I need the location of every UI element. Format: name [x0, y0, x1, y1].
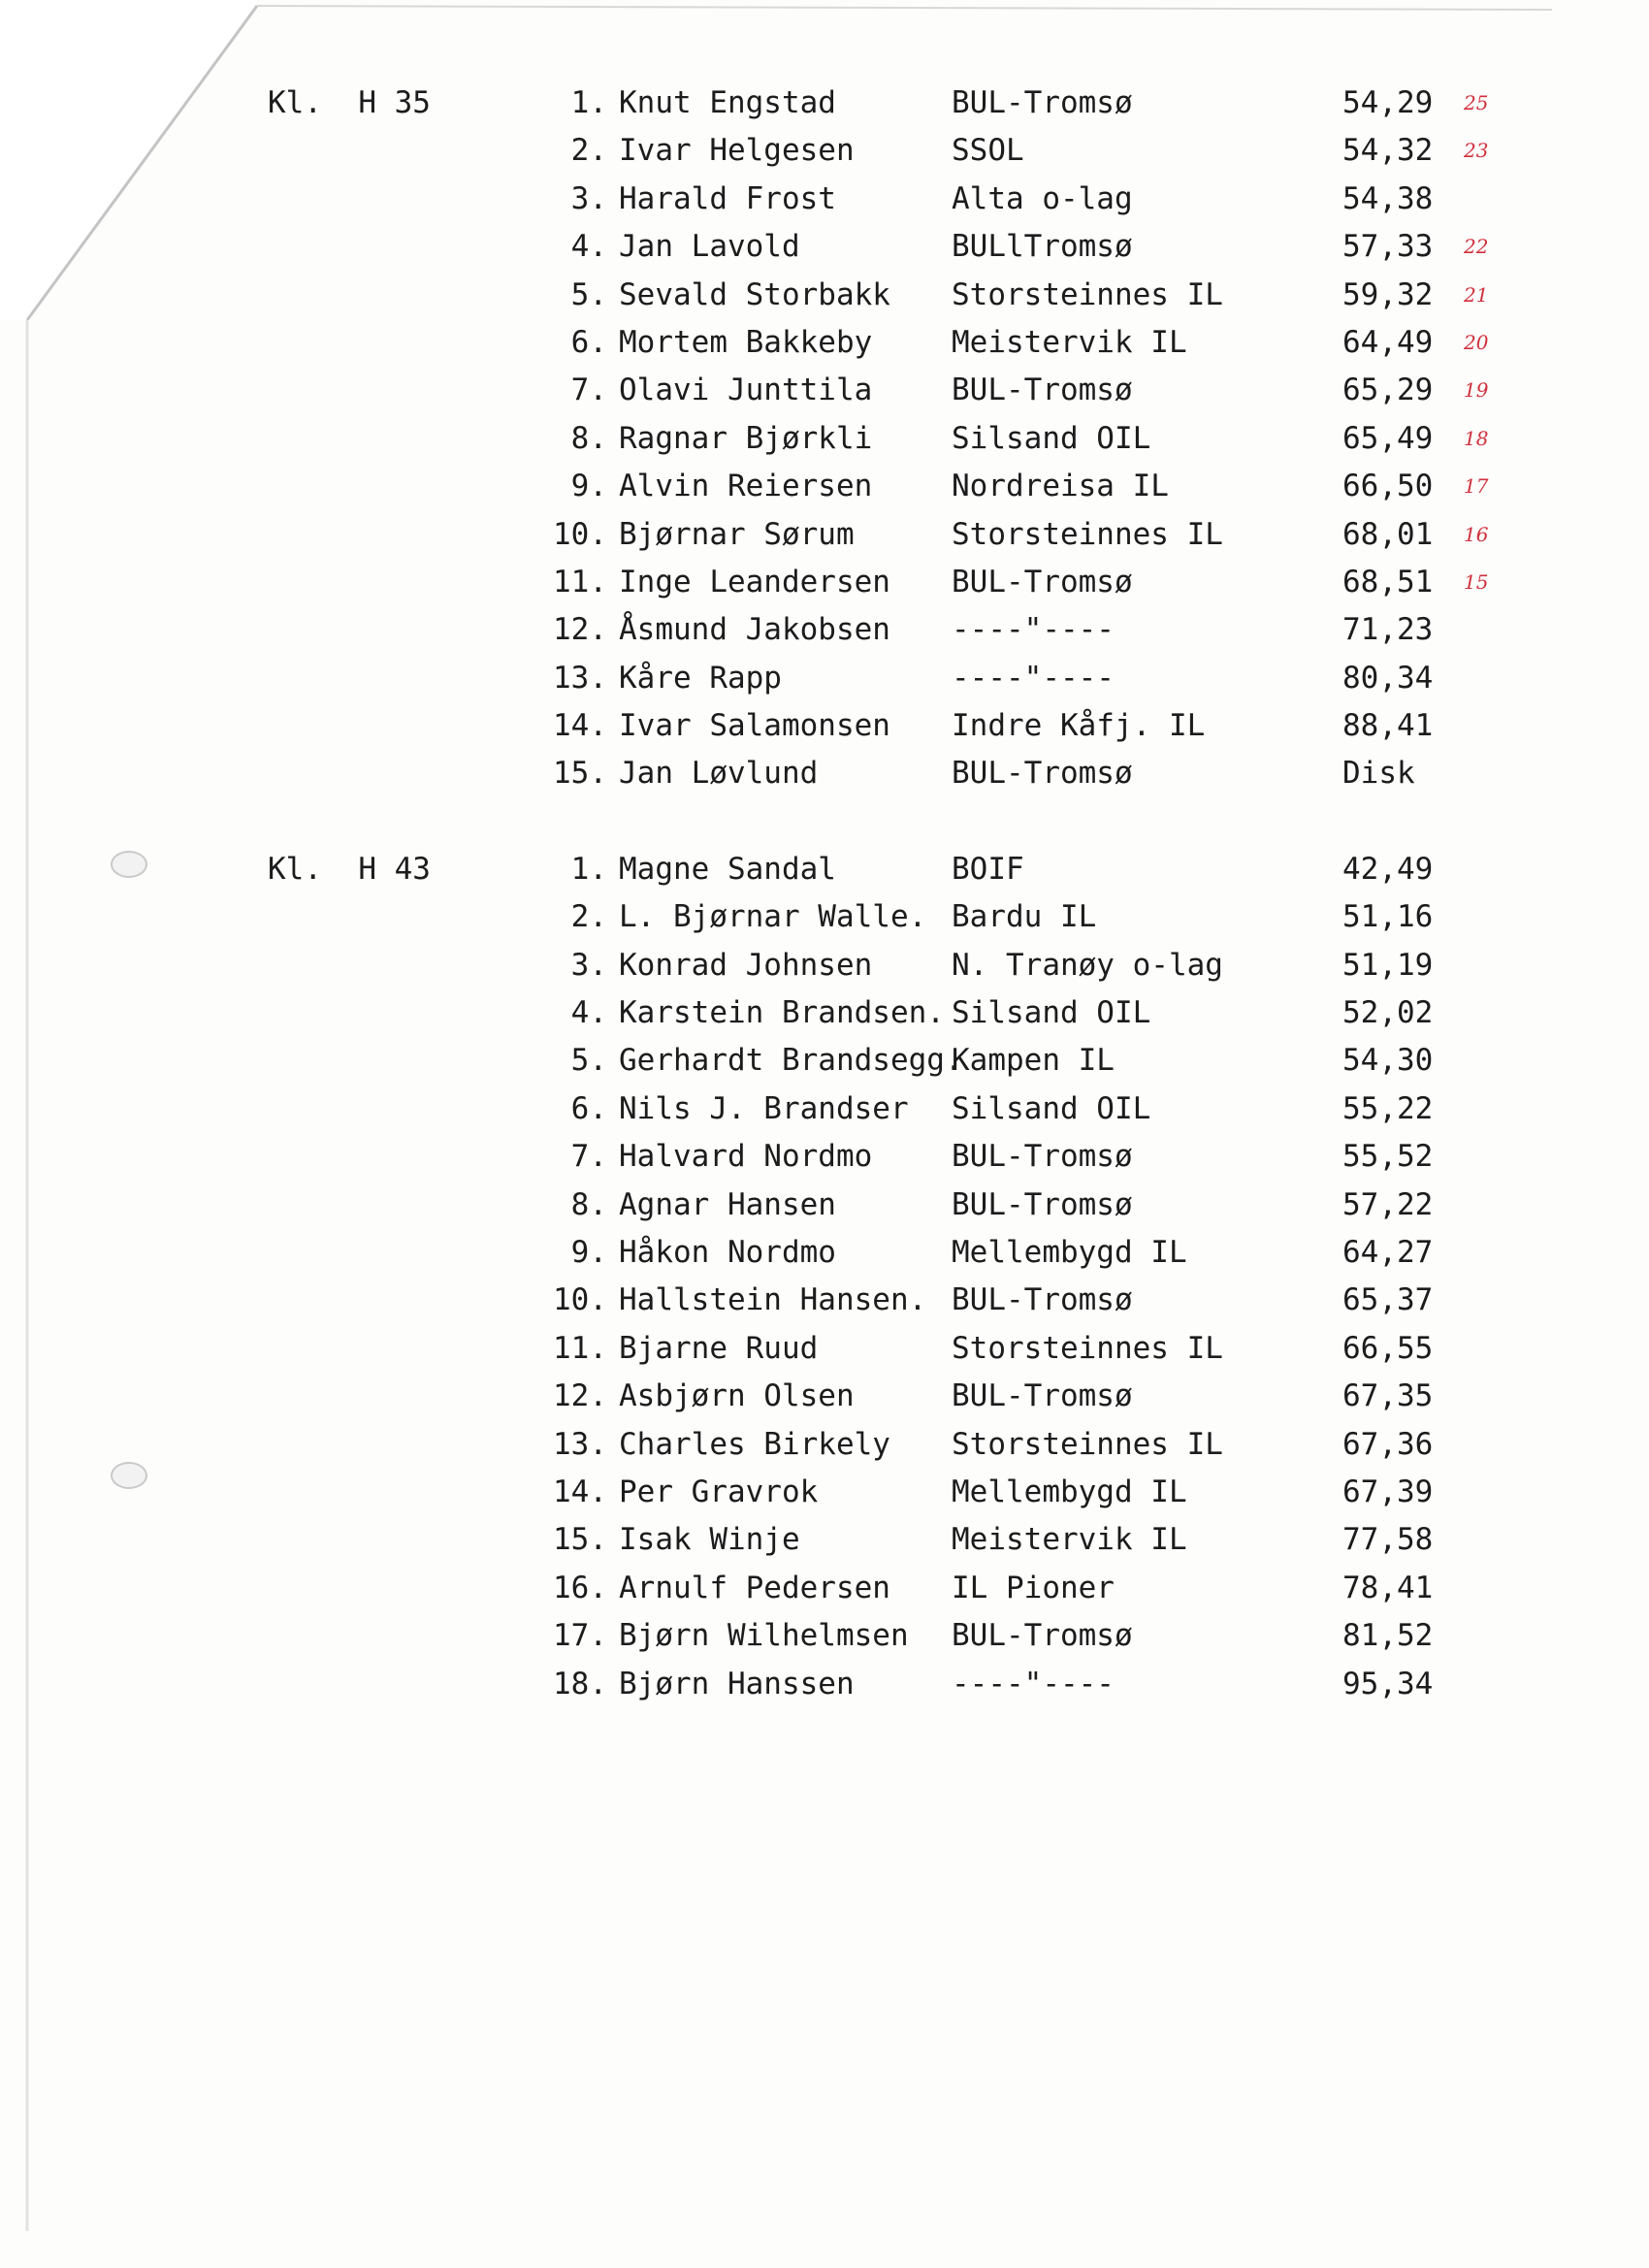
place-number: 15. [553, 1522, 607, 1558]
place-number: 3. [570, 947, 607, 983]
finish-time: 68,01 [1342, 516, 1434, 552]
result-row [268, 1037, 1529, 1085]
club-name: ----"---- [952, 660, 1115, 696]
club-name: Silsand OIL [952, 1090, 1151, 1126]
club-name: N. Tranøy o-lag [952, 947, 1223, 983]
club-name: Silsand OIL [952, 420, 1151, 456]
result-row [268, 1133, 1529, 1181]
handwritten-points: 22 [1464, 235, 1489, 259]
class-label: Kl. H 43 [268, 851, 431, 887]
finish-time: 54,30 [1342, 1043, 1434, 1079]
place-number: 1. [570, 85, 607, 120]
result-row [268, 1085, 1529, 1133]
result-row [268, 1325, 1529, 1373]
club-name: Meistervik IL [952, 1522, 1187, 1558]
place-number: 12. [553, 612, 607, 648]
result-row [268, 1612, 1529, 1660]
finish-time: 54,38 [1342, 180, 1434, 216]
finish-time: 95,34 [1342, 1666, 1434, 1701]
finish-time: 66,55 [1342, 1330, 1434, 1366]
place-number: 8. [570, 420, 607, 456]
place-number: 7. [570, 373, 607, 408]
finish-time: 66,50 [1342, 469, 1434, 504]
result-row [268, 176, 1529, 223]
result-row [268, 415, 1529, 463]
result-row [268, 559, 1529, 606]
club-name: BUL-Tromsø [952, 1378, 1133, 1414]
result-row [268, 367, 1529, 414]
place-number: 2. [570, 133, 607, 169]
finish-time: 55,22 [1342, 1090, 1434, 1126]
runner-name: Knut Engstad [619, 85, 836, 120]
handwritten-points: 15 [1464, 569, 1489, 594]
club-name: ----"---- [952, 612, 1115, 648]
club-name: Kampen IL [952, 1043, 1115, 1079]
place-number: 9. [570, 1234, 607, 1270]
runner-name: Ragnar Bjørkli [619, 420, 873, 456]
finish-time: 54,32 [1342, 133, 1434, 169]
club-name: Mellembygd IL [952, 1234, 1187, 1270]
finish-time: 77,58 [1342, 1522, 1434, 1558]
place-number: 10. [553, 1282, 607, 1318]
result-row [268, 1565, 1529, 1612]
runner-name: Jan Lavold [619, 229, 800, 265]
result-row [268, 893, 1529, 941]
result-row [268, 989, 1529, 1037]
place-number: 2. [570, 899, 607, 935]
club-name: Alta o-lag [952, 180, 1133, 216]
runner-name: Jan Løvlund [619, 756, 819, 792]
club-name: Storsteinnes IL [952, 1330, 1223, 1366]
result-row [268, 942, 1529, 989]
finish-time: Disk [1342, 756, 1415, 792]
place-number: 10. [553, 516, 607, 552]
club-name: Storsteinnes IL [952, 1426, 1223, 1462]
club-name: BUL-Tromsø [952, 1282, 1133, 1318]
club-name: BUL-Tromsø [952, 1618, 1133, 1654]
class-section [268, 80, 1529, 798]
result-row [268, 463, 1529, 510]
place-number: 18. [553, 1666, 607, 1701]
class-label: Kl. H 35 [268, 85, 431, 120]
result-row [268, 655, 1529, 702]
place-number: 14. [553, 708, 607, 744]
club-name: Mellembygd IL [952, 1474, 1187, 1509]
place-number: 14. [553, 1474, 607, 1509]
handwritten-points: 23 [1464, 139, 1489, 163]
result-row [268, 1277, 1529, 1324]
place-number: 1. [570, 851, 607, 887]
finish-time: 65,49 [1342, 420, 1434, 456]
place-number: 11. [553, 564, 607, 599]
runner-name: Inge Leandersen [619, 564, 890, 599]
finish-time: 71,23 [1342, 612, 1434, 648]
place-number: 8. [570, 1186, 607, 1222]
result-row [268, 1421, 1529, 1469]
runner-name: Bjørn Hanssen [619, 1666, 855, 1701]
place-number: 16. [553, 1570, 607, 1605]
runner-name: L. Bjørnar Walle. [619, 899, 927, 935]
club-name: IL Pioner [952, 1570, 1115, 1605]
runner-name: Karstein Brandsen. [619, 995, 945, 1031]
finish-time: 55,52 [1342, 1139, 1434, 1175]
result-row [268, 1182, 1529, 1229]
place-number: 12. [553, 1378, 607, 1414]
finish-time: 65,29 [1342, 373, 1434, 408]
runner-name: Mortem Bakkeby [619, 324, 873, 360]
finish-time: 57,33 [1342, 229, 1434, 265]
runner-name: Asbjørn Olsen [619, 1378, 855, 1414]
result-row [268, 127, 1529, 175]
runner-name: Per Gravrok [619, 1474, 819, 1509]
place-number: 4. [570, 229, 607, 265]
finish-time: 42,49 [1342, 851, 1434, 887]
runner-name: Charles Birkely [619, 1426, 890, 1462]
handwritten-points: 16 [1464, 522, 1489, 546]
club-name: BUL-Tromsø [952, 85, 1133, 120]
club-name: BUL-Tromsø [952, 1139, 1133, 1175]
club-name: Silsand OIL [952, 995, 1151, 1031]
runner-name: Alvin Reiersen [619, 469, 873, 504]
finish-time: 78,41 [1342, 1570, 1434, 1605]
place-number: 5. [570, 276, 607, 312]
runner-name: Olavi Junttila [619, 373, 873, 408]
finish-time: 57,22 [1342, 1186, 1434, 1222]
club-name: SSOL [952, 133, 1024, 169]
club-name: BUL-Tromsø [952, 1186, 1133, 1222]
finish-time: 51,19 [1342, 947, 1434, 983]
finish-time: 67,35 [1342, 1378, 1434, 1414]
runner-name: Agnar Hansen [619, 1186, 836, 1222]
result-row [268, 1229, 1529, 1277]
place-number: 9. [570, 469, 607, 504]
handwritten-points: 20 [1464, 330, 1489, 354]
result-row [268, 750, 1529, 797]
runner-name: Bjarne Ruud [619, 1330, 819, 1366]
club-name: BULlTromsø [952, 229, 1133, 265]
runner-name: Sevald Storbakk [619, 276, 890, 312]
place-number: 17. [553, 1618, 607, 1654]
club-name: BOIF [952, 851, 1024, 887]
runner-name: Hallstein Hansen. [619, 1282, 927, 1318]
place-number: 7. [570, 1139, 607, 1175]
club-name: Storsteinnes IL [952, 516, 1223, 552]
punch-hole [111, 851, 147, 878]
runner-name: Harald Frost [619, 180, 836, 216]
place-number: 11. [553, 1330, 607, 1366]
place-number: 6. [570, 1090, 607, 1126]
result-row [268, 1516, 1529, 1564]
club-name: Bardu IL [952, 899, 1097, 935]
finish-time: 54,29 [1342, 85, 1434, 120]
result-row [268, 1469, 1529, 1516]
finish-time: 81,52 [1342, 1618, 1434, 1654]
club-name: ----"---- [952, 1666, 1115, 1701]
place-number: 6. [570, 324, 607, 360]
handwritten-points: 17 [1464, 474, 1489, 499]
place-number: 3. [570, 180, 607, 216]
finish-time: 80,34 [1342, 660, 1434, 696]
runner-name: Bjørn Wilhelmsen [619, 1618, 909, 1654]
place-number: 5. [570, 1043, 607, 1079]
club-name: BUL-Tromsø [952, 373, 1133, 408]
runner-name: Bjørnar Sørum [619, 516, 855, 552]
runner-name: Isak Winje [619, 1522, 800, 1558]
finish-time: 59,32 [1342, 276, 1434, 312]
finish-time: 64,27 [1342, 1234, 1434, 1270]
club-name: Storsteinnes IL [952, 276, 1223, 312]
handwritten-points: 25 [1464, 91, 1489, 114]
runner-name: Ivar Helgesen [619, 133, 855, 169]
runner-name: Konrad Johnsen [619, 947, 873, 983]
place-number: 13. [553, 660, 607, 696]
club-name: Nordreisa IL [952, 469, 1169, 504]
runner-name: Arnulf Pedersen [619, 1570, 890, 1605]
club-name: BUL-Tromsø [952, 756, 1133, 792]
result-row [268, 1373, 1529, 1420]
runner-name: Ivar Salamonsen [619, 708, 890, 744]
runner-name: Håkon Nordmo [619, 1234, 836, 1270]
handwritten-points: 19 [1464, 378, 1489, 403]
runner-name: Halvard Nordmo [619, 1139, 873, 1175]
club-name: BUL-Tromsø [952, 564, 1133, 599]
result-row [268, 511, 1529, 559]
result-row [268, 1661, 1529, 1708]
result-row [268, 702, 1529, 750]
finish-time: 64,49 [1342, 324, 1434, 360]
results-list [268, 80, 1529, 1708]
handwritten-points: 18 [1464, 426, 1489, 450]
finish-time: 67,39 [1342, 1474, 1434, 1509]
runner-name: Magne Sandal [619, 851, 836, 887]
club-name: Meistervik IL [952, 324, 1187, 360]
result-row [268, 846, 1529, 893]
place-number: 13. [553, 1426, 607, 1462]
result-row [268, 272, 1529, 319]
finish-time: 88,41 [1342, 708, 1434, 744]
finish-time: 68,51 [1342, 564, 1434, 599]
handwritten-points: 21 [1464, 282, 1489, 307]
result-row [268, 223, 1529, 271]
place-number: 4. [570, 995, 607, 1031]
runner-name: Åsmund Jakobsen [619, 612, 890, 648]
finish-time: 52,02 [1342, 995, 1434, 1031]
result-row [268, 319, 1529, 367]
finish-time: 65,37 [1342, 1282, 1434, 1318]
result-row [268, 80, 1529, 127]
finish-time: 51,16 [1342, 899, 1434, 935]
place-number: 15. [553, 756, 607, 792]
club-name: Indre Kåfj. IL [952, 708, 1206, 744]
finish-time: 67,36 [1342, 1426, 1434, 1462]
class-section [268, 846, 1529, 1708]
runner-name: Nils J. Brandser [619, 1090, 909, 1126]
punch-hole [111, 1462, 147, 1489]
runner-name: Gerhardt Brandsegg. [619, 1043, 963, 1079]
runner-name: Kåre Rapp [619, 660, 782, 696]
result-row [268, 606, 1529, 654]
